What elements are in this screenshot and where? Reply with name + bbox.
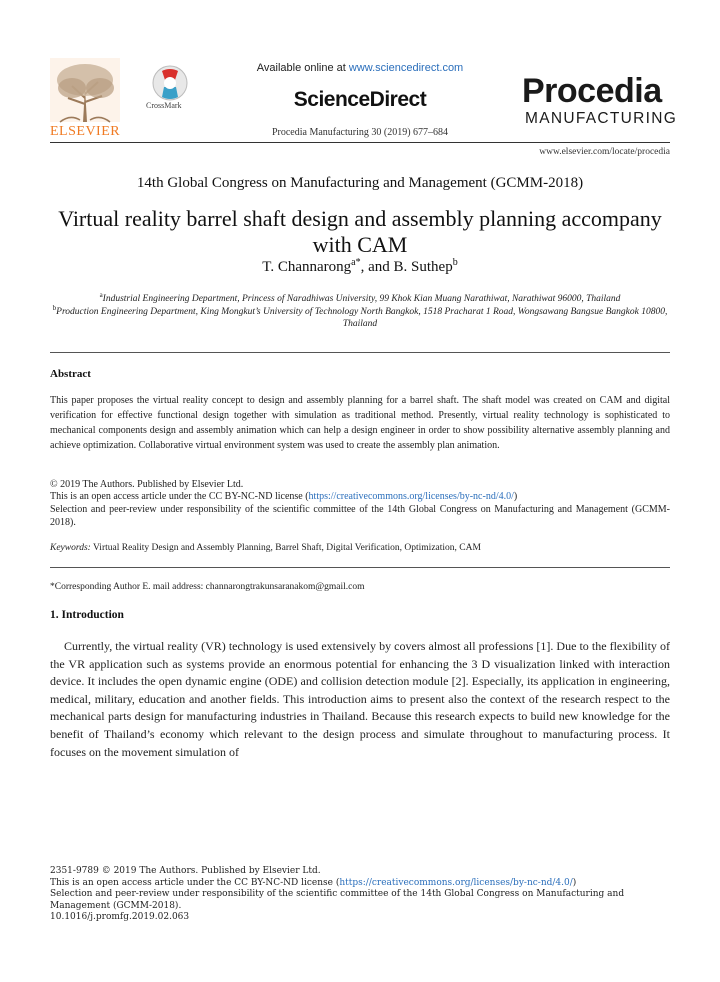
available-prefix: Available online at (256, 62, 349, 74)
paper-title: Virtual reality barrel shaft design and assembly planning accompany with CAM (58, 206, 662, 257)
sciencedirect-logo: ScienceDirect (293, 88, 427, 111)
footer-license (50, 878, 670, 890)
author-1: T. Channarong (262, 259, 352, 275)
header-divider (50, 142, 670, 143)
affiliation-b-text: Production Engineering Department, King Mongkut’s University of Technology North Bangkok, 1518 Pracharat 1 Road, Wongsawang Bangsue Bangkok 10800, Thailand (56, 307, 668, 330)
abstract-top-divider (50, 352, 670, 353)
introduction-text: Currently, the virtual reality (VR) technology is used extensively by covers almost all professions [1]. Due to the flexibility of the VR application such as systems provide an enormous potential for enhancing the 3 D visualization linked with interaction device. It includes the open dynamic engine (ODE) and collision detection module [2]. Especially, its application in engineering, medical, military, education and another fields. This introduction aims to present also the context of the research respect to the mechanical parts design for manufacturing industries in Thailand. Because this research expects to build new knowledge for the benefit of Thailand’s economy which relevant to the design process and simulate throughout to manufacturing process. It focuses on the movement simulation of (50, 639, 670, 759)
affiliation-b-sup: b (52, 304, 57, 312)
footer-license-prefix: This is an open access article under the CC BY-NC-ND license ( (50, 877, 340, 888)
footer-review: Selection and peer-review under responsibility of the scientific committee of the 14th Global Congress on Manufacturing and Management (GCMM-2018). (50, 889, 625, 911)
author-1-sup: a* (351, 257, 361, 268)
abstract-license-prefix: This is an open access article under the CC BY-NC-ND license ( (50, 491, 309, 502)
sciencedirect-link[interactable]: www.sciencedirect.com (348, 62, 464, 74)
keywords-label: Keywords: (50, 543, 91, 553)
author-separator: , and B. Suthep (360, 259, 453, 275)
footer-license-suffix: ) (572, 877, 577, 888)
abstract-license (50, 491, 670, 504)
abstract-license-suffix: ) (513, 491, 518, 502)
abstract-review: Selection and peer-review under responsibility of the scientific committee of the 14th Global Congress on Manufacturing and Management (GCMM-2018). (50, 504, 670, 528)
procedia-manufacturing-logo (522, 72, 678, 132)
footer-doi[interactable]: 10.1016/j.promfg.2019.02.063 (50, 912, 190, 922)
journal-reference: Procedia Manufacturing 30 (2019) 677–684 (271, 127, 449, 138)
keywords (50, 543, 670, 553)
footer-license-link[interactable]: https://creativecommons.org/licenses/by-nc-nd/4.0/ (339, 877, 573, 888)
footer-issn: 2351-9789 © 2019 The Authors. Published by Elsevier Ltd. (50, 866, 321, 876)
affiliation-a-text: Industrial Engineering Department, Princess of Naradhiwas University, 99 Khok Kian Muang Narathiwat, Narathiwat 96000, Thailand (102, 294, 621, 305)
elsevier-wordmark: ELSEVIER (50, 124, 121, 139)
keywords-list: Virtual Reality Design and Assembly Planning, Barrel Shaft, Digital Verification, Optimization, CAM (90, 543, 481, 553)
journal-url[interactable]: www.elsevier.com/locate/procedia (539, 147, 670, 157)
author-list (0, 257, 720, 276)
crossmark-label: CrossMark (146, 101, 182, 110)
abstract-license-link[interactable]: https://creativecommons.org/licenses/by-nc-nd/4.0/ (308, 491, 514, 502)
abstract-text: This paper proposes the virtual reality concept to design and assembly planning for a barrel shaft. The shaft model was created on CAM and digital verification for effective functional design together with simulation as traditional method. Presently, virtual reality technology is sophisticated to mechanical components design and assembly animation which can help a design engineer in order to show possibility alternative assembly planning and achieve optimization. Collaborative virtual environment system was used to create the assembly plan animation. (50, 395, 670, 451)
abstract-bottom-divider (50, 567, 670, 568)
affiliation-a-sup: a (99, 291, 103, 299)
introduction-heading: 1. Introduction (50, 609, 124, 621)
abstract-copyright: © 2019 The Authors. Published by Elsevier Ltd. (50, 479, 244, 490)
abstract-heading: Abstract (50, 368, 91, 380)
footer (50, 866, 670, 924)
procedia-name: Procedia (522, 72, 662, 110)
corresponding-author: *Corresponding Author E. mail address: channarongtrakunsaranakom@gmail.com (50, 582, 365, 592)
affiliation-b (50, 302, 670, 330)
procedia-subtitle: MANUFACTURING (525, 110, 678, 127)
congress-name: 14th Global Congress on Manufacturing and Management (GCMM-2018) (136, 175, 584, 191)
author-2-sup: b (452, 257, 458, 268)
